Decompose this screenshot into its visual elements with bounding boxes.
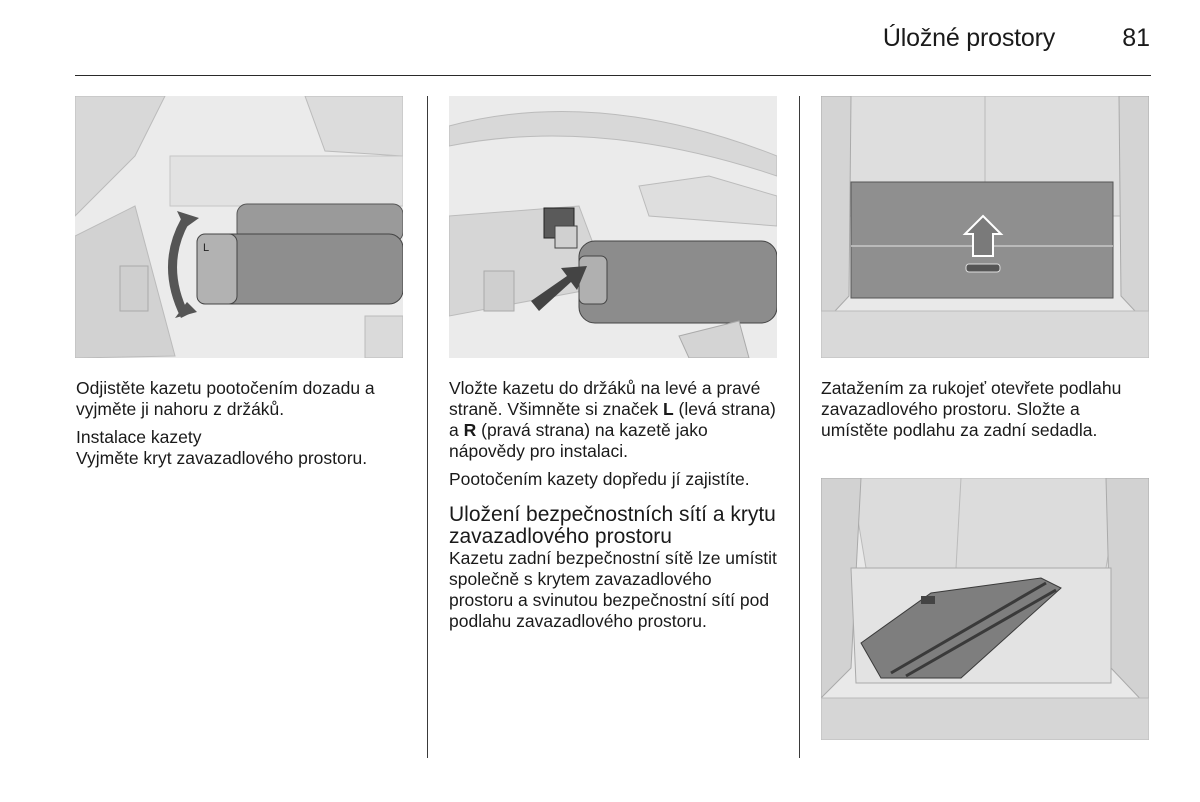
figure-floor-stowed <box>821 478 1149 740</box>
floor-stowed-illustration-icon <box>821 478 1149 740</box>
column-1-text <box>76 378 411 469</box>
label-left: L <box>662 399 674 419</box>
paragraph-insert <box>449 378 779 462</box>
cassette-insert-illustration-icon <box>449 96 777 358</box>
page-number: 81 <box>1122 24 1150 52</box>
header-divider <box>75 75 1151 76</box>
paragraph: Vyjměte kryt zavazadlového prostoru. <box>76 448 368 468</box>
floor-lift-illustration-icon <box>821 96 1149 358</box>
subheading-instalace: Instalace kazety <box>76 427 202 447</box>
column-divider-right <box>799 96 800 758</box>
paragraph-part: (pravá strana) na kazetě jako nápovědy pro instalaci. <box>449 420 708 461</box>
figure-floor-lift <box>821 96 1149 358</box>
cassette-label: L <box>203 242 210 254</box>
column-3-text <box>821 378 1151 441</box>
paragraph: Kazetu zadní bezpečnostní sítě lze umístit společně s krytem zavazadlového prostoru a svinutou bezpečnostní sítí pod podlahu zavazadlového prostoru. <box>449 548 777 631</box>
paragraph: Odjistěte kazetu pootočením dozadu a vyjměte ji nahoru z držáků. <box>76 378 375 419</box>
column-divider-left <box>427 96 428 758</box>
paragraph: Pootočením kazety dopředu jí zajistíte. <box>449 469 750 489</box>
cassette-rotate-illustration-icon <box>75 96 403 358</box>
column-2-text <box>449 378 779 632</box>
label-right: R <box>463 420 477 440</box>
paragraph: Zatažením za rukojeť otevřete podlahu zavazadlového prostoru. Složte a umístěte podlahu za zadní sedadla. <box>821 378 1122 440</box>
figure-cassette-insert <box>449 96 777 358</box>
figure-cassette-rotate <box>75 96 403 358</box>
section-heading: Uložení bezpečnostních sítí a krytu zavazadlového prostoru <box>449 503 776 548</box>
paragraph-part: (levá strana) a <box>449 399 776 440</box>
paragraph-part: Vložte kazetu do držáků na levé a pravé straně. Všimněte si značek <box>449 378 761 419</box>
section-title: Úložné prostory <box>882 24 1055 52</box>
